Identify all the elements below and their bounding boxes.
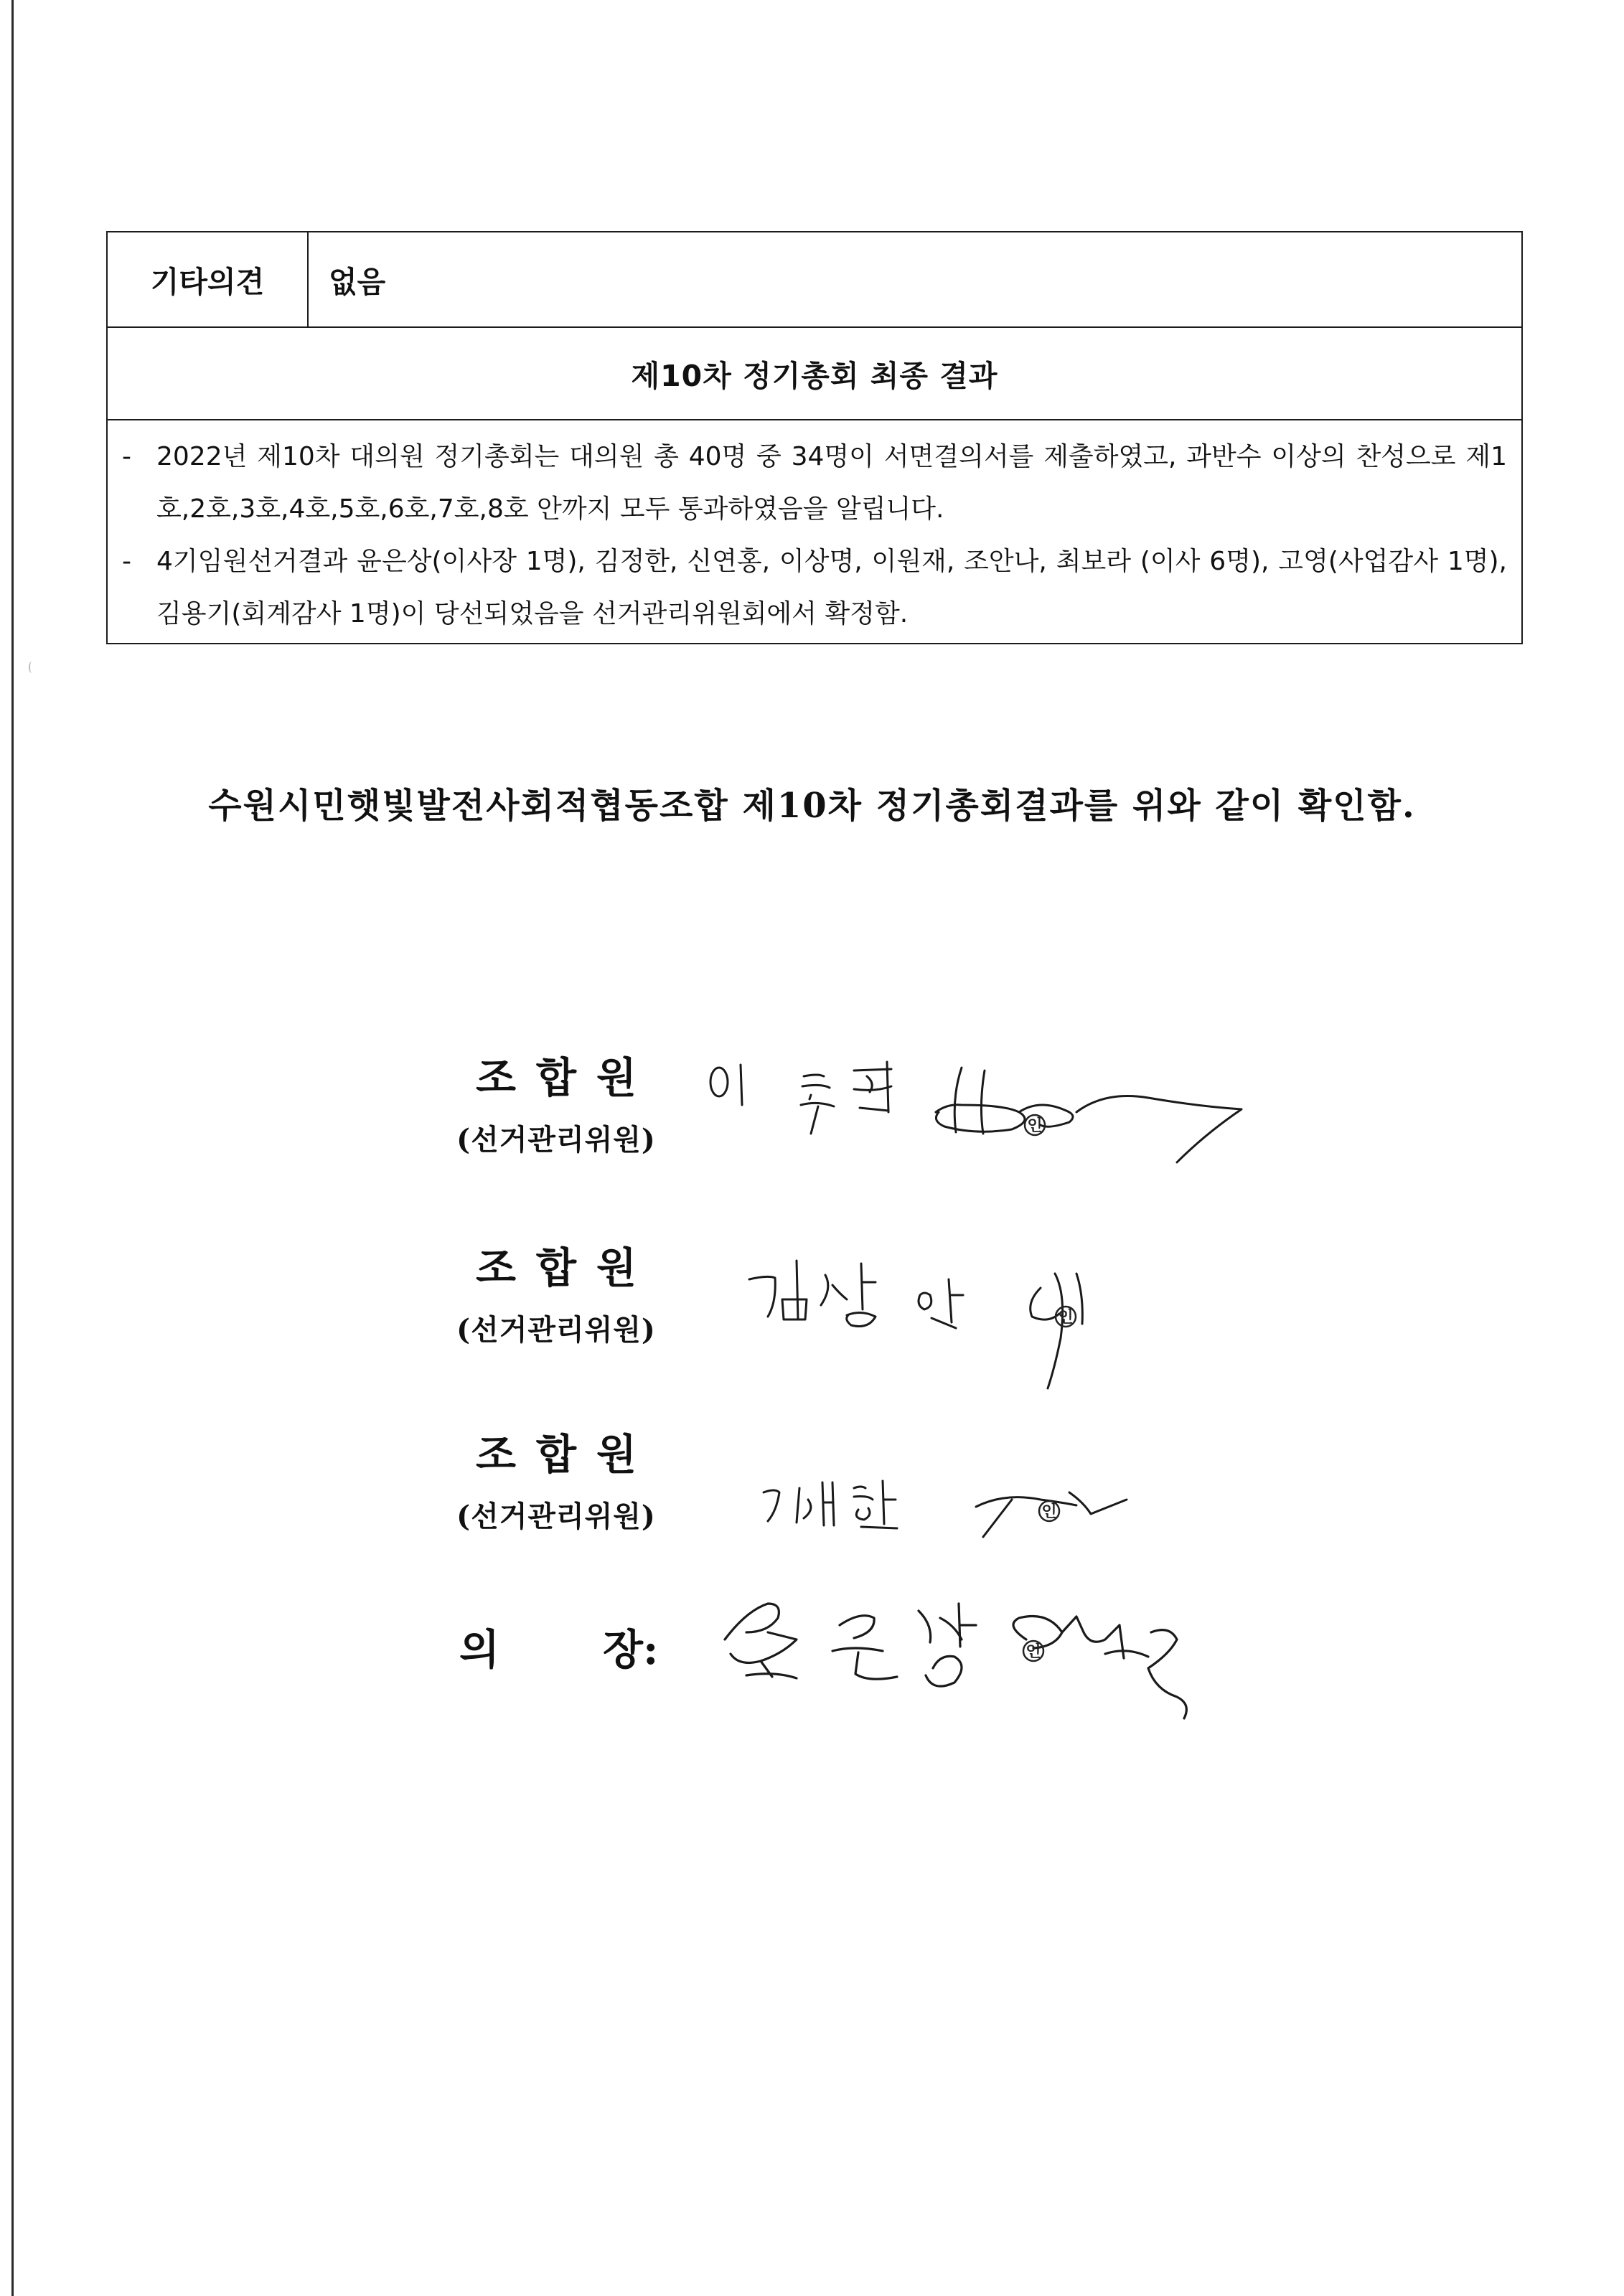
signatory-role: 조합원 [475, 1053, 657, 1102]
result-paragraph-2 [122, 535, 1507, 640]
section-title: 제10차 정기총회 최종 결과 [107, 327, 1522, 420]
other-opinion-value: 없음 [308, 232, 1522, 327]
chair-signature [718, 1582, 1206, 1726]
signatory-1-signature [703, 1055, 1249, 1177]
bullet-dash: - [122, 547, 131, 576]
bullet-dash: - [122, 442, 131, 471]
seal-text: 인 [1041, 1503, 1057, 1521]
signatory-role: 조합원 [475, 1243, 657, 1292]
signatory-sub-role: (선거관리위원) [456, 1500, 656, 1533]
signatory-sub-role: (선거관리위원) [456, 1313, 656, 1347]
seal-text: 인 [1027, 1117, 1043, 1135]
signatory-2-role-block [438, 1234, 675, 1348]
chair-label-ui: 의 [459, 1625, 500, 1674]
result-body [107, 420, 1522, 644]
result-table [106, 231, 1523, 644]
signatory-2-signature [739, 1245, 1112, 1388]
signatory-3-role-block [438, 1421, 675, 1535]
other-opinion-label: 기타의견 [107, 232, 308, 327]
seal-text: 인 [1058, 1309, 1074, 1327]
scan-speck [29, 662, 34, 673]
confirmation-statement: 수원시민햇빛발전사회적협동조합 제10차 정기총회결과를 위와 같이 확인함. [208, 786, 1416, 826]
signatory-sub-role: (선거관리위원) [456, 1123, 656, 1157]
paragraph-text: 2022년 제10차 대의원 정기총회는 대의원 총 40명 중 34명이 서면결의서를 제출하였고, 과반수 이상의 찬성으로 제1호,2호,3호,4호,5호,6호,7호,8호 안까지 모두 통과하였음을 알립니다. [156, 442, 1507, 524]
chair-label [459, 1616, 658, 1676]
paragraph-text: 4기임원선거결과 윤은상(이사장 1명), 김정한, 신연홍, 이상명, 이원재, 조안나, 최보라 (이사 6명), 고영(사업감사 1명), 김용기(회계감사 1명)이 당선되었음을 선거관리위원회에서 확정함. [156, 547, 1507, 629]
signatory-1-role-block [438, 1044, 675, 1158]
result-paragraph-1 [122, 430, 1507, 535]
seal-text: 인 [1025, 1643, 1041, 1661]
chair-label-jang: 장: [603, 1625, 659, 1674]
signatory-3-signature [754, 1471, 1155, 1557]
left-margin-line [11, 0, 14, 2296]
signatory-role: 조합원 [475, 1430, 657, 1479]
